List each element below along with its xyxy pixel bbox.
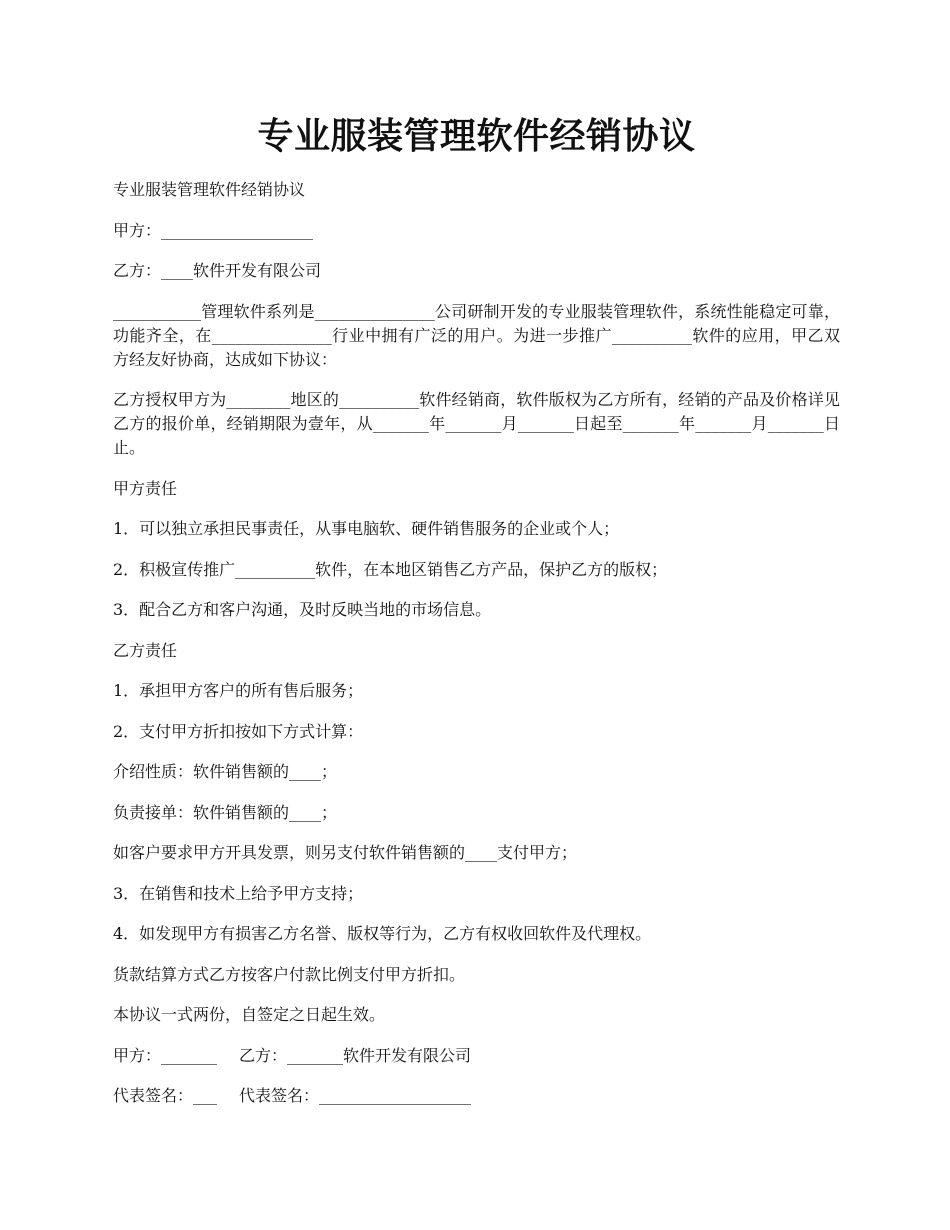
party-b-line: 乙方：____软件开发有限公司 bbox=[113, 261, 322, 280]
document-title: 专业服装管理软件经销协议 bbox=[257, 115, 696, 157]
party-b-duty-item: 介绍性质：软件销售额的____； bbox=[113, 762, 338, 781]
signature-parties-row bbox=[113, 1044, 840, 1068]
party-a-duty-item: 3．配合乙方和客户沟通，及时反映当地的市场信息。 bbox=[113, 600, 492, 619]
signature-rep-b: 代表签名：___________________ bbox=[239, 1086, 472, 1105]
signature-rep-a: 代表签名：___ bbox=[113, 1086, 218, 1105]
document-subtitle: 专业服装管理软件经销协议 bbox=[113, 180, 306, 199]
party-b-duty-item: 4．如发现甲方有损害乙方名誉、版权等行为，乙方有权收回软件及代理权。 bbox=[113, 924, 652, 943]
signature-party-a: 甲方：_______ bbox=[113, 1045, 218, 1065]
party-a-line: 甲方：___________________ bbox=[113, 220, 314, 240]
effective-paragraph: 本协议一式两份，自签定之日起生效。 bbox=[113, 1005, 386, 1024]
party-b-duty-item: 2．支付甲方折扣按如下方式计算： bbox=[113, 721, 364, 741]
payment-paragraph: 货款结算方式乙方按客户付款比例支付甲方折扣。 bbox=[113, 964, 466, 984]
party-b-duty-item: 3．在销售和技术上给予甲方支持； bbox=[113, 883, 364, 903]
party-a-duties-heading: 甲方责任 bbox=[113, 478, 178, 498]
party-b-duty-item: 如客户要求甲方开具发票，则另支付软件销售额的____支付甲方； bbox=[113, 843, 578, 862]
document-body bbox=[113, 178, 840, 1125]
authorization-paragraph: 乙方授权甲方为________地区的__________软件经销商，软件版权为乙方所有，经销的产品及价格详见乙方的报价单，经销期限为壹年，从_______年_______月_______日起至_______年_______月_______日止。 bbox=[113, 390, 840, 457]
signature-party-b: 乙方：_______软件开发有限公司 bbox=[239, 1045, 472, 1065]
party-b-duty-item: 负责接单：软件销售额的____； bbox=[113, 802, 338, 822]
party-a-duty-item: 1．可以独立承担民事责任，从事电脑软、硬件销售服务的企业或个人； bbox=[113, 519, 620, 538]
party-b-duties-heading: 乙方责任 bbox=[113, 640, 178, 660]
party-b-duty-item: 1．承担甲方客户的所有售后服务； bbox=[113, 681, 364, 700]
party-a-duty-item: 2．积极宣传推广__________软件，在本地区销售乙方产品，保护乙方的版权； bbox=[113, 559, 668, 579]
intro-paragraph: ___________管理软件系列是_______________公司研制开发的专业服装管理软件，系统性能稳定可靠，功能齐全，在_______________行业中拥有广泛的用户。为进一步推广__________软件的应用，甲乙双方经友好协商，达成如下协议： bbox=[113, 301, 840, 369]
signature-reps-row bbox=[113, 1084, 840, 1108]
